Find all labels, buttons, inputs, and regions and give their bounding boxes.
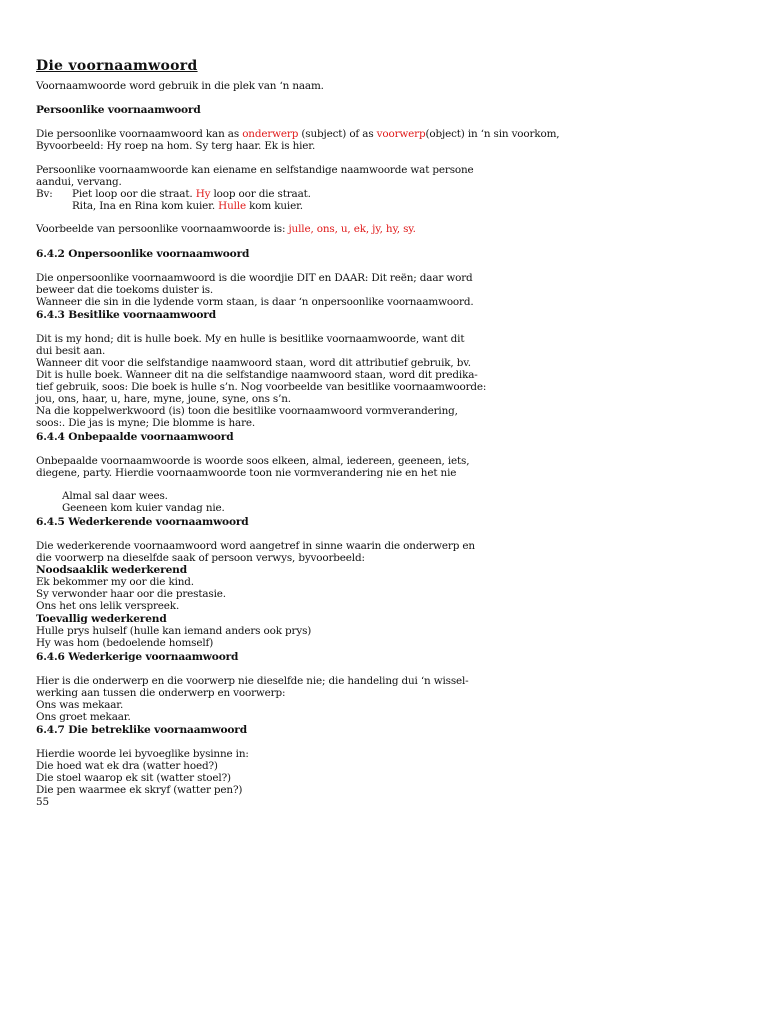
- highlight-voorwerp: voorwerp: [376, 128, 426, 140]
- paragraph-line: Byvoorbeeld: Hy roep na hom. Sy terg haar. Ek is hier.: [36, 140, 316, 152]
- text-run: (subject) of as: [298, 128, 377, 140]
- paragraph-line: aandui, vervang.: [36, 176, 122, 188]
- text-run: Piet loop oor die straat.: [72, 188, 196, 200]
- example-line: Sy verwonder haar oor die prestasie.: [36, 588, 226, 600]
- paragraph-line: jou, ons, haar, u, hare, myne, joune, syne, ons s’n.: [36, 393, 291, 405]
- page-title: Die voornaamwoord: [36, 58, 198, 74]
- bv-label: Bv:: [36, 188, 53, 200]
- paragraph-line: Dit is my hond; dit is hulle boek. My en hulle is besitlike voornaamwoorde, want dit: [36, 333, 465, 345]
- paragraph-line: Die wederkerende voornaamwoord word aangetref in sinne waarin die onderwerp en: [36, 540, 475, 552]
- intro-text: Voornaamwoorde word gebruik in die plek van ‘n naam.: [36, 80, 324, 92]
- example-line: Ek bekommer my oor die kind.: [36, 576, 194, 588]
- paragraph-line: Hierdie woorde lei byvoeglike bysinne in:: [36, 748, 249, 760]
- heading-646: 6.4.6 Wederkerige voornaamwoord: [36, 651, 239, 663]
- highlight-pronoun-list: julle, ons, u, ek, jy, hy, sy.: [288, 223, 416, 235]
- example-line: Hy was hom (bedoelende homself): [36, 637, 214, 649]
- paragraph-line: Onbepaalde voornaamwoorde is woorde soos elkeen, almal, iedereen, geeneen, iets,: [36, 455, 470, 467]
- paragraph-line: die voorwerp na dieselfde saak of persoon verwys, byvoorbeeld:: [36, 552, 365, 564]
- example-line: Geeneen kom kuier vandag nie.: [62, 502, 225, 514]
- paragraph-line: dui besit aan.: [36, 345, 106, 357]
- text-run: Voorbeelde van persoonlike voornaamwoorde is:: [36, 223, 289, 235]
- example-line: [36, 188, 311, 200]
- paragraph-line: soos:. Die jas is myne; Die blomme is hare.: [36, 417, 256, 429]
- highlight-onderwerp: onderwerp: [242, 128, 299, 140]
- example-line: Die hoed wat ek dra (watter hoed?): [36, 760, 218, 772]
- paragraph-line: Persoonlike voornaamwoorde kan eiename en selfstandige naamwoorde wat persone: [36, 164, 474, 176]
- heading-642: 6.4.2 Onpersoonlike voornaamwoord: [36, 248, 250, 260]
- paragraph-line: Na die koppelwerkwoord (is) toon die besitlike voornaamwoord vormverandering,: [36, 405, 458, 417]
- text-run: loop oor die straat.: [210, 188, 311, 200]
- example-line: Hulle prys hulself (hulle kan iemand anders ook prys): [36, 625, 312, 637]
- highlight-hulle: Hulle: [218, 200, 246, 212]
- paragraph-line: beweer dat die toekoms duister is.: [36, 284, 214, 296]
- paragraph-line: [36, 128, 559, 140]
- example-line: Die stoel waarop ek sit (watter stoel?): [36, 772, 231, 784]
- text-run: kom kuier.: [245, 200, 303, 212]
- example-line: Die pen waarmee ek skryf (watter pen?): [36, 784, 243, 796]
- text-run: Rita, Ina en Rina kom kuier.: [72, 200, 219, 212]
- subheading-toevallig: Toevallig wederkerend: [36, 613, 167, 625]
- paragraph-line: Dit is hulle boek. Wanneer dit na die selfstandige naamwoord staan, word dit predika-: [36, 369, 478, 381]
- heading-644: 6.4.4 Onbepaalde voornaamwoord: [36, 431, 234, 443]
- example-line: Ons groet mekaar.: [36, 711, 131, 723]
- paragraph-line: tief gebruik, soos: Die boek is hulle s’n. Nog voorbeelde van besitlike voornaamwoorde:: [36, 381, 487, 393]
- example-line: Almal sal daar wees.: [62, 490, 168, 502]
- heading-persoonlike: Persoonlike voornaamwoord: [36, 104, 201, 116]
- paragraph-line: Hier is die onderwerp en die voorwerp nie dieselfde nie; die handeling dui ‘n wissel-: [36, 675, 469, 687]
- example-line: [36, 200, 303, 212]
- heading-643: 6.4.3 Besitlike voornaamwoord: [36, 309, 216, 321]
- subheading-noodsaaklik: Noodsaaklik wederkerend: [36, 564, 187, 576]
- text-run: Die persoonlike voornaamwoord kan as: [36, 128, 243, 140]
- example-line: Ons het ons lelik verspreek.: [36, 600, 180, 612]
- example-line: Ons was mekaar.: [36, 699, 124, 711]
- text-run: (object) in ‘n sin voorkom,: [425, 128, 560, 140]
- paragraph-line: Wanneer dit voor die selfstandige naamwoord staan, word dit attributief gebruik, bv.: [36, 357, 471, 369]
- heading-647: 6.4.7 Die betreklike voornaamwoord: [36, 724, 247, 736]
- heading-645: 6.4.5 Wederkerende voornaamwoord: [36, 516, 249, 528]
- examples-line: [36, 223, 416, 235]
- paragraph-line: Wanneer die sin in die lydende vorm staan, is daar ‘n onpersoonlike voornaamwoord.: [36, 296, 474, 308]
- paragraph-line: werking aan tussen die onderwerp en voorwerp:: [36, 687, 286, 699]
- highlight-hy: Hy: [195, 188, 211, 200]
- paragraph-line: Die onpersoonlike voornaamwoord is die woordjie DIT en DAAR: Dit reën; daar word: [36, 272, 473, 284]
- paragraph-line: diegene, party. Hierdie voornaamwoorde toon nie vormverandering nie en het nie: [36, 467, 457, 479]
- page-number: 55: [36, 796, 49, 808]
